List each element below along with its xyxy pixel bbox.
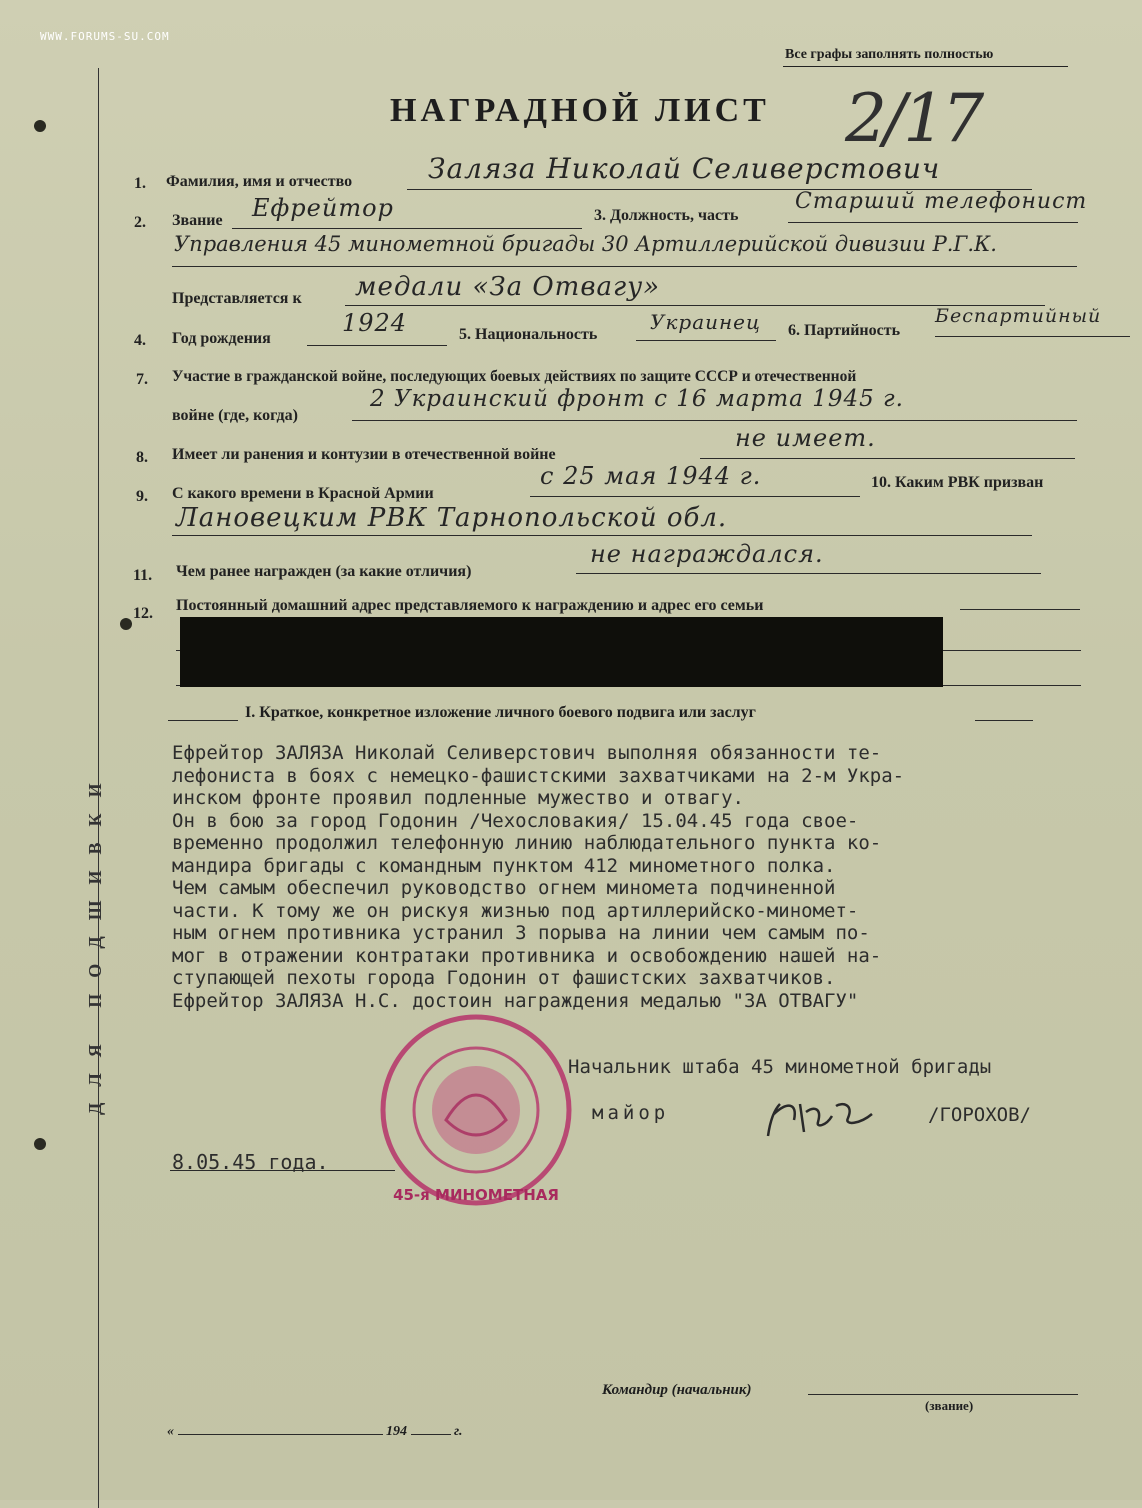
signer-title: Начальник штаба 45 минометной бригады bbox=[568, 1056, 992, 1078]
narrative-line: лефониста в боях с немецко-фашистскими захватчиками на 2-м Укра- bbox=[172, 764, 905, 787]
footer-date-suffix: г. bbox=[454, 1424, 463, 1439]
binding-margin-text: ДЛЯ ПОДШИВКИ bbox=[85, 767, 105, 1115]
field-value-rank: Ефрейтор bbox=[252, 194, 394, 222]
field-number: 4. bbox=[134, 332, 146, 349]
field-line bbox=[576, 573, 1041, 574]
commander-line bbox=[808, 1394, 1078, 1395]
field-label-address: Постоянный домашний адрес представляемого к награждению и адрес его семьи bbox=[176, 597, 764, 614]
field-label-nationality: 5. Национальность bbox=[459, 326, 598, 343]
narrative-line: мог в отражении контратаки противника и освобождению нашей на- bbox=[172, 944, 882, 967]
field-line bbox=[960, 609, 1080, 610]
field-value-previous-awards: не награждался. bbox=[590, 540, 824, 568]
section-rule bbox=[975, 720, 1033, 721]
field-number: 11. bbox=[133, 567, 153, 584]
field-value-party: Беспартийный bbox=[935, 305, 1102, 327]
field-value-position: Старший телефонист bbox=[795, 189, 1088, 214]
narrative-line: Он в бою за город Годонин /Чехословакия/ 15.04.45 года свое- bbox=[172, 809, 859, 832]
field-line bbox=[700, 458, 1075, 459]
narrative-line: ступающей пехоты города Годонин от фашистских захватчиков. bbox=[172, 967, 836, 989]
stamp-text: 45-я МИНОМЕТНАЯ bbox=[393, 1186, 559, 1204]
handwritten-signature bbox=[760, 1092, 890, 1142]
date-underline bbox=[170, 1170, 395, 1171]
field-value-nationality: Украинец bbox=[650, 310, 761, 334]
field-line bbox=[307, 345, 447, 346]
narrative-line: временно продолжил телефонную линию наблюдательного пункта ко- bbox=[172, 832, 882, 854]
field-number: 2. bbox=[134, 214, 146, 231]
field-line bbox=[935, 336, 1130, 337]
field-label-previous-awards: Чем ранее награжден (за какие отличия) bbox=[176, 563, 472, 580]
field-line bbox=[636, 340, 776, 341]
field-line bbox=[232, 228, 582, 229]
official-stamp bbox=[376, 1010, 576, 1210]
footer-date bbox=[167, 1420, 462, 1440]
punch-hole bbox=[120, 618, 132, 630]
field-value-participation: 2 Украинский фронт с 16 марта 1945 г. bbox=[370, 386, 904, 412]
field-label-rank: Звание bbox=[172, 212, 223, 229]
field-label-name: Фамилия, имя и отчество bbox=[166, 173, 353, 190]
field-label-presented: Представляется к bbox=[172, 290, 302, 307]
field-line bbox=[172, 266, 1077, 267]
section-rule bbox=[168, 720, 238, 721]
redaction-box bbox=[180, 617, 943, 687]
narrative-text bbox=[172, 742, 904, 1012]
narrative-line: Ефрейтор ЗАЛЯЗА Николай Селиверстович выполняя обязанности те- bbox=[172, 742, 882, 764]
field-label-service-since: С какого времени в Красной Армии bbox=[172, 485, 434, 502]
field-label-party: 6. Партийность bbox=[788, 322, 901, 339]
field-line bbox=[352, 420, 1077, 421]
field-number: 1. bbox=[134, 175, 146, 192]
field-label-wounds: Имеет ли ранения и контузии в отечественной войне bbox=[172, 446, 556, 463]
field-value-presented: медали «За Отвагу» bbox=[355, 272, 661, 302]
commander-label: Командир (начальник) bbox=[602, 1382, 752, 1398]
signer-rank: майор bbox=[592, 1102, 670, 1124]
field-value-wounds: не имеет. bbox=[735, 424, 876, 452]
field-number: 12. bbox=[133, 605, 153, 622]
field-line bbox=[788, 222, 1078, 223]
section-title: I. Краткое, конкретное изложение личного боевого подвига или заслуг bbox=[245, 704, 756, 721]
punch-hole bbox=[34, 120, 46, 132]
site-watermark: WWW.FORUMS-SU.COM bbox=[40, 30, 170, 43]
field-number: 8. bbox=[136, 449, 148, 466]
field-line bbox=[172, 535, 1032, 536]
field-label-participation-2: войне (где, когда) bbox=[172, 407, 298, 424]
field-label-participation: Участие в гражданской войне, последующих боевых действиях по защите СССР и отечественной bbox=[172, 368, 857, 385]
field-value-name: Залязa Николай Селиверстович bbox=[428, 152, 941, 185]
document-title: НАГРАДНОЙ ЛИСТ bbox=[390, 92, 770, 129]
narrative-line: ным огнем противника устранил 3 порыва на линии чем самым по- bbox=[172, 922, 870, 944]
signed-date: 8.05.45 года. bbox=[172, 1150, 329, 1174]
narrative-line: части. К тому же он рискуя жизнью под артиллерийско-миномет- bbox=[172, 899, 859, 922]
narrative-line: инском фронте проявил подленные мужество и отвагу. bbox=[172, 787, 744, 809]
field-line bbox=[530, 496, 860, 497]
field-number: 9. bbox=[136, 488, 148, 505]
fill-note-underline bbox=[783, 66, 1068, 67]
field-value-rvk: Лановецким РВК Тарнопольской обл. bbox=[176, 503, 728, 533]
field-label-rvk: 10. Каким РВК призван bbox=[871, 474, 1044, 491]
field-value-birth-year: 1924 bbox=[342, 309, 408, 337]
field-label-birth-year: Год рождения bbox=[172, 330, 271, 347]
narrative-line: мандира бригады с командным пунктом 412 минометного полка. bbox=[172, 854, 836, 877]
handwritten-number: 2/17 bbox=[845, 80, 982, 157]
rank-caption: (звание) bbox=[925, 1398, 974, 1413]
field-number: 7. bbox=[136, 371, 148, 388]
signer-name: /ГОРОХОВ/ bbox=[928, 1104, 1031, 1126]
field-label-position: 3. Должность, часть bbox=[594, 207, 739, 224]
fill-note: Все графы заполнять полностью bbox=[785, 47, 994, 62]
punch-hole bbox=[34, 1138, 46, 1150]
field-value-position-cont: Управления 45 минометной бригады 30 Артиллерийской дивизии Р.Г.К. bbox=[174, 232, 997, 256]
footer-date-quote: « bbox=[167, 1424, 174, 1439]
field-value-service-since: с 25 мая 1944 г. bbox=[540, 462, 762, 490]
footer-date-year: 194 bbox=[386, 1424, 407, 1439]
narrative-line: Ефрейтор ЗАЛЯЗА Н.С. достоин награждения медалью "ЗА ОТВАГУ" bbox=[172, 989, 859, 1012]
narrative-line: Чем самым обеспечил руководство огнем миномета подчиненной bbox=[172, 877, 836, 899]
